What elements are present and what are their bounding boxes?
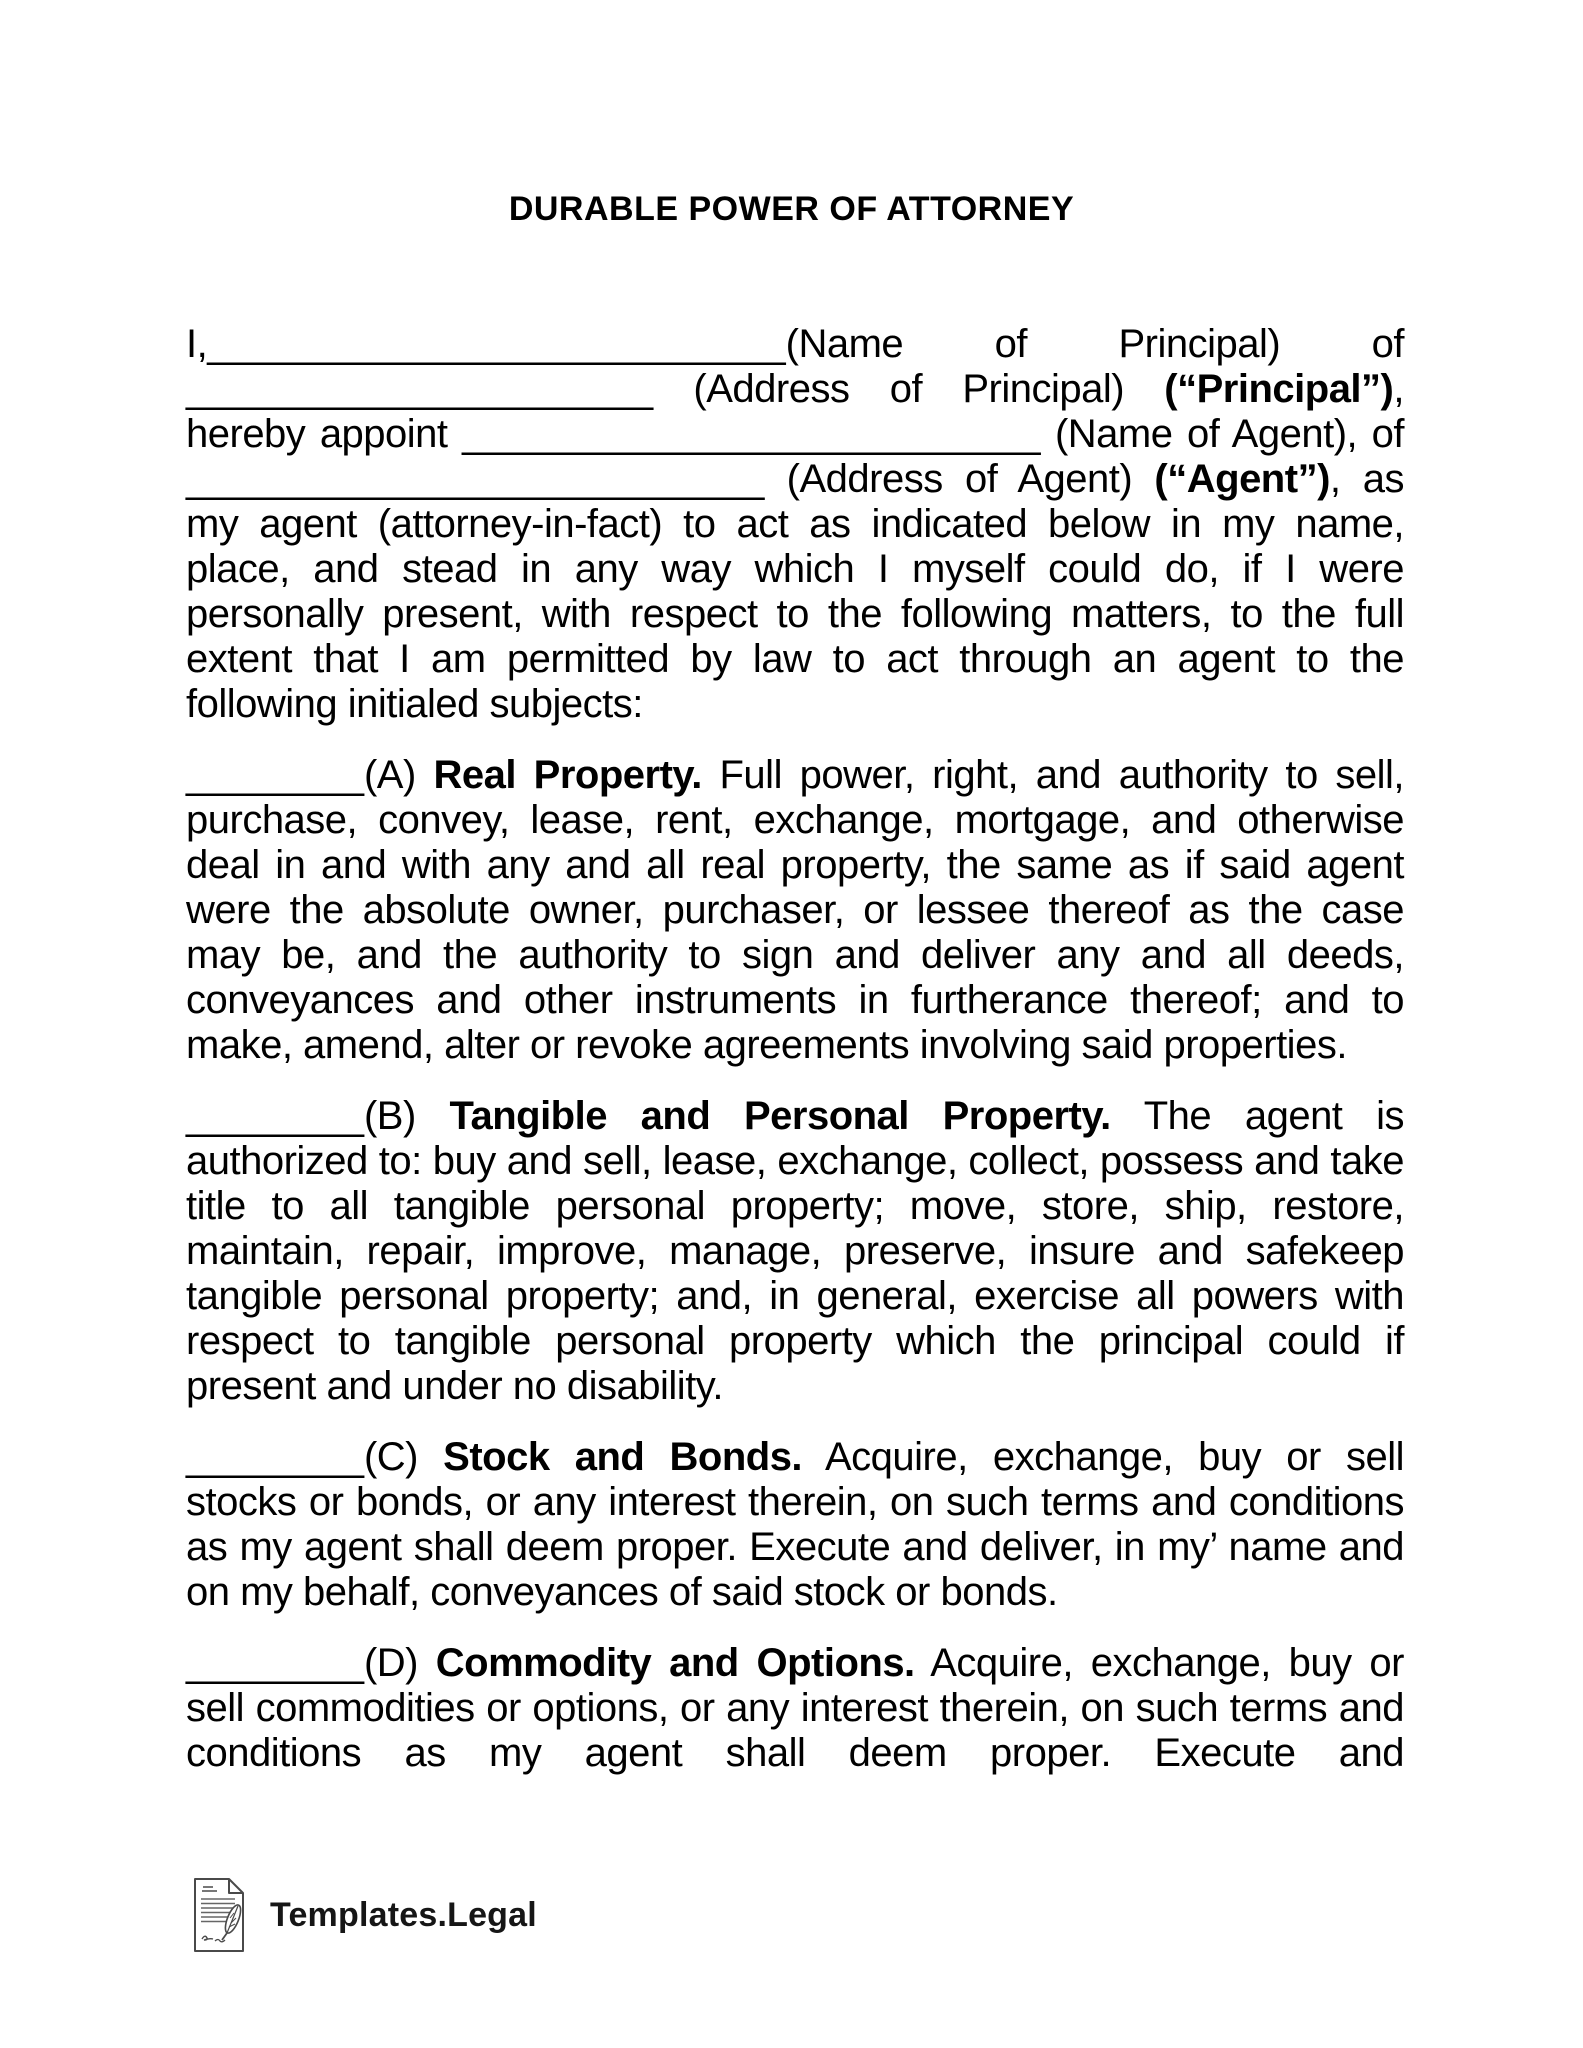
opening-paragraph <box>186 322 1404 727</box>
text-run: Full power, right, and authority to sell, purchase, convey, lease, rent, exchange, mortgage, and otherwise deal in and with any and all real property, the same as if said agent were the absolute owner, purchaser, or lessee thereof as the case may be, and the authority to sign and deliver any and all deeds, conveyances and other instruments in furtherance thereof; and to make, amend, alter or revoke agreements involving said properties. <box>186 753 1405 1067</box>
text-run: (Address of Principal) <box>653 367 1165 411</box>
section-d-commodity-and-options <box>186 1641 1404 1776</box>
text-run: (C) <box>363 1435 444 1479</box>
blank-field: ________ <box>186 753 364 797</box>
text-run: (A) <box>363 753 434 797</box>
section-c-stock-and-bonds <box>186 1435 1404 1615</box>
section-b-tangible-personal-property <box>186 1094 1404 1409</box>
text-run: Acquire, exchange, buy or sell commodities or options, or any interest therein, on such terms and conditions as my agent shall deem proper. Execute and <box>186 1641 1404 1775</box>
footer-brand <box>193 1877 537 1953</box>
text-run: (Address of Agent) <box>764 457 1155 501</box>
bold-run: Commodity and Options. <box>435 1641 915 1685</box>
bold-run: (“Principal”) <box>1164 367 1394 411</box>
brand-name: Templates.Legal <box>270 1895 537 1934</box>
bold-run: (“Agent”) <box>1154 457 1330 501</box>
text-run: I, <box>186 322 208 366</box>
text-run: (Name of Principal) of <box>785 322 1404 366</box>
blank-field: __________________________ <box>186 457 765 501</box>
bold-run: Stock and Bonds. <box>443 1435 803 1479</box>
text-run: (B) <box>363 1094 450 1138</box>
blank-field: __________________________ <box>207 322 786 366</box>
section-a-real-property <box>186 753 1404 1068</box>
blank-field: ________ <box>186 1435 364 1479</box>
text-run: (D) <box>363 1641 436 1685</box>
blank-field: ________ <box>186 1094 364 1138</box>
bold-run: Tangible and Personal Property. <box>449 1094 1111 1138</box>
text-run: The agent is authorized to: buy and sell, lease, exchange, collect, possess and take title to all tangible personal property; move, store, ship, restore, maintain, repair, improve, manage, preserve, insure and safekeep tangible personal property; and, in general, exercise all powers with respect to tangible personal property which the principal could if present and under no disability. <box>186 1094 1404 1408</box>
text-run: (Name of Agent), of <box>1040 412 1405 456</box>
bold-run: Real Property. <box>433 753 702 797</box>
text-run: Acquire, exchange, buy or sell stocks or bonds, or any interest therein, on such terms and conditions as my agent shall deem proper. Execute and deliver, in my’ name and on my behalf, conveyances of said stock or bonds. <box>186 1435 1405 1614</box>
blank-field: __________________________ <box>462 412 1041 456</box>
document-title: DURABLE POWER OF ATTORNEY <box>508 190 1075 228</box>
blank-field: ________ <box>186 1641 364 1685</box>
text-run: , as my agent (attorney-in-fact) to act as indicated below in my name, place, and stead in any way which I myself could do, if I were personally present, with respect to the following matters, to the full extent that I am permitted by law to act through an agent to the following initialed subjects: <box>186 457 1404 726</box>
text-run: , hereby appoint <box>186 367 1404 456</box>
document-body <box>186 322 1404 1802</box>
document-quill-icon <box>193 1877 245 1953</box>
blank-field: _____________________ <box>186 367 654 411</box>
